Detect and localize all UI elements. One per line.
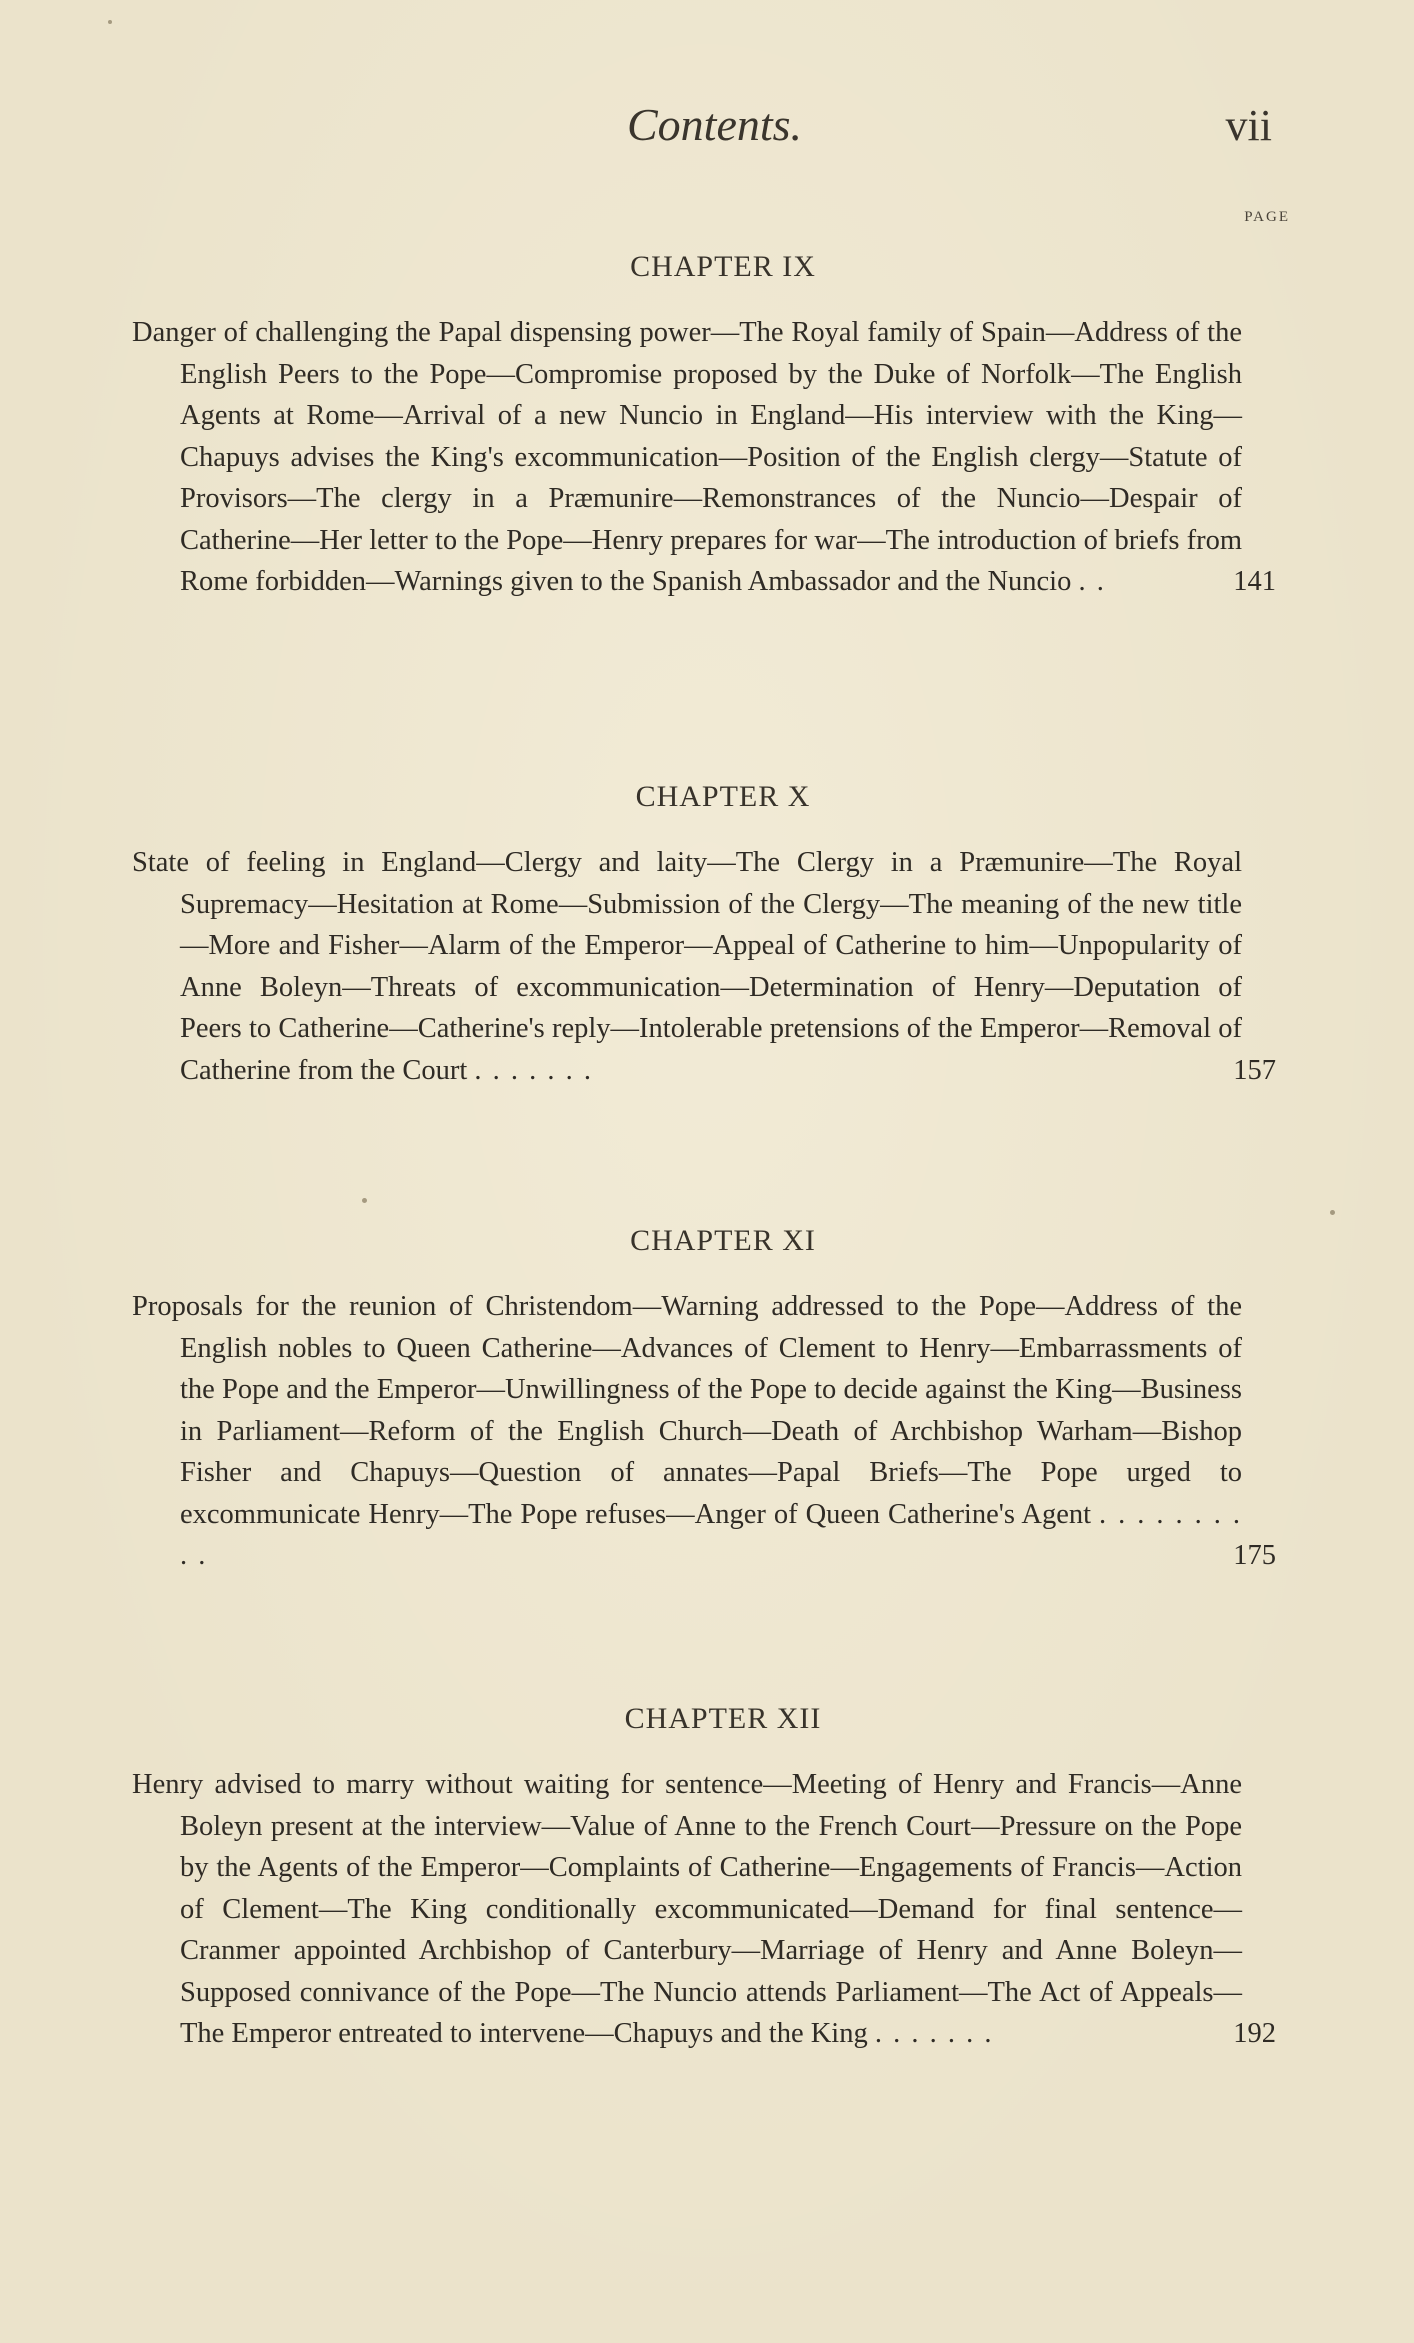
chapter-summary bbox=[132, 312, 1242, 603]
chapter-heading: CHAPTER X bbox=[635, 780, 811, 813]
paper-speck bbox=[362, 1198, 367, 1203]
chapter-heading: CHAPTER XII bbox=[624, 1702, 822, 1735]
page-reference: 141 bbox=[1233, 566, 1276, 597]
chapter-heading: CHAPTER XI bbox=[630, 1224, 816, 1257]
chapter-xii bbox=[132, 1702, 1276, 2055]
dot-leaders: . . . . . . . bbox=[474, 1054, 594, 1086]
summary-text: Danger of challenging the Papal dispensing power—The Royal family of Spain—Address of the English Peers to the Pope—Compromise proposed by the Duke of Norfolk—The English Agents at Rome—Arrival of a new Nuncio in England—His interview with the King—Chapuys advises the King's excommunication—Position of the English clergy—Statute of Provisors—The clergy in a Præmunire—Remonstrances of the Nuncio—Despair of Catherine—Her letter to the Pope—Henry prepares for war—The introduction of briefs from Rome forbidden—Warnings given to the Spanish Ambassador and the Nuncio bbox=[132, 317, 1242, 597]
page-reference: 192 bbox=[1233, 2018, 1276, 2049]
running-title: Contents. bbox=[627, 99, 803, 150]
page-column-label: PAGE bbox=[1244, 209, 1290, 225]
page-number: vii bbox=[1225, 101, 1272, 150]
page-reference: 157 bbox=[1233, 1054, 1276, 1086]
chapter-summary bbox=[132, 842, 1242, 1091]
chapter-summary bbox=[132, 1286, 1242, 1577]
paper-speck bbox=[108, 20, 112, 24]
chapter-heading: CHAPTER IX bbox=[630, 250, 816, 283]
chapter-ix bbox=[132, 250, 1276, 603]
summary-text: Proposals for the reunion of Christendom—Warning addressed to the Pope—Address of the English nobles to Queen Catherine—Advances of Clement to Henry—Embarrassments of the Pope and the Emperor—Unwillingness of the Pope to decide against the King—Business in Parliament—Reform of the English Church—Death of Archbishop Warham—Bishop Fisher and Chapuys—Question of annates—Papal Briefs—The Pope urged to excommunicate Henry—The Pope refuses—Anger of Queen Catherine's Agent bbox=[132, 1291, 1242, 1530]
chapter-x bbox=[132, 780, 1276, 1091]
running-head bbox=[0, 98, 1414, 158]
chapter-xi bbox=[132, 1224, 1276, 1577]
paper-speck bbox=[1330, 1210, 1335, 1215]
dot-leaders: . . . . . . . . . . bbox=[180, 1498, 1242, 1571]
summary-text: State of feeling in England—Clergy and laity—The Clergy in a Præmunire—The Royal Supremacy—Hesitation at Rome—Submission of the Clergy—The meaning of the new title—More and Fisher—Alarm of the Emperor—Appeal of Catherine to him—Unpopularity of Anne Boleyn—Threats of excommunication—Determination of Henry—Deputation of Peers to Catherine—Catherine's reply—Intolerable pretensions of the Emperor—Removal of Catherine from the Court bbox=[132, 847, 1242, 1086]
dot-leaders: . . bbox=[1078, 566, 1106, 597]
summary-text: Henry advised to marry without waiting for sentence—Meeting of Henry and Francis—Anne Boleyn present at the interview—Value of Anne to the French Court—Pressure on the Pope by the Agents of the Emperor—Complaints of Catherine—Engagements of Francis—Action of Clement—The King conditionally excommunicated—Demand for final sentence—Cranmer appointed Archbishop of Canterbury—Marriage of Henry and Anne Boleyn—Supposed connivance of the Pope—The Nuncio attends Parliament—The Act of Appeals—The Emperor entreated to intervene—Chapuys and the King bbox=[132, 1769, 1242, 2049]
chapter-summary bbox=[132, 1764, 1242, 2055]
page-reference: 175 bbox=[1233, 1540, 1276, 1571]
dot-leaders: . . . . . . . bbox=[874, 2018, 994, 2049]
